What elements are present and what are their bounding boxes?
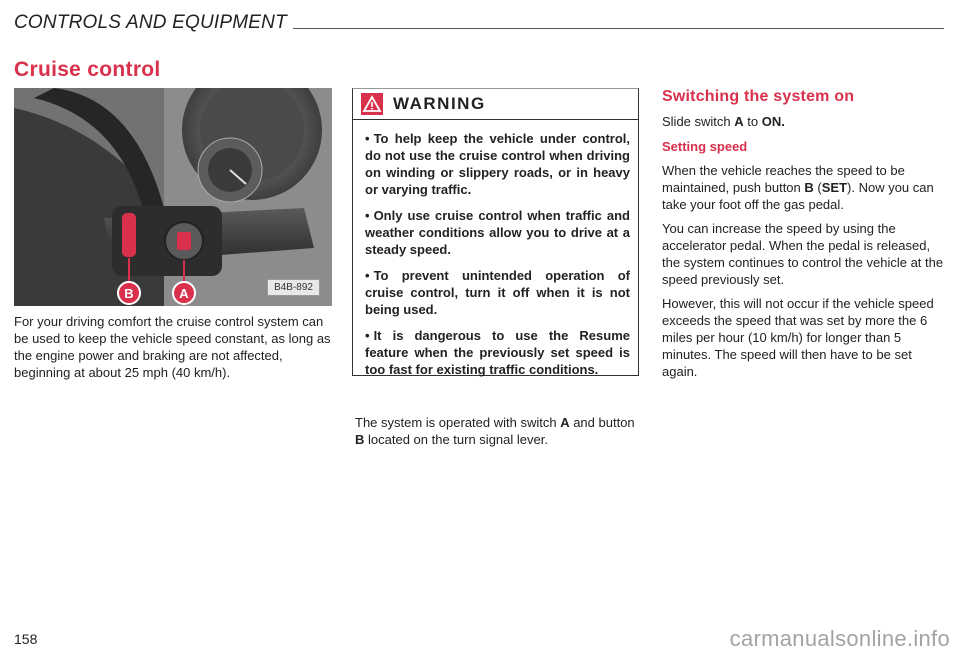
warning-item: • To prevent unintended operation of cruise control, turn it off when it is not being used. (365, 268, 630, 317)
accelerator-paragraph: You can increase the speed by using the accelerator pedal. When the pedal is released, the system continues to control the vehicle at the speed previously set. (662, 221, 944, 287)
steering-column-illustration (14, 88, 332, 306)
bullet-icon: • (365, 131, 370, 146)
warning-list (353, 120, 638, 378)
page-title: Cruise control (14, 58, 161, 81)
page-number: 158 (14, 631, 38, 647)
warning-item: • To help keep the vehicle under control, do not use the cruise control when driving on winding or slippery roads, or in heavy or varying traffic. (365, 131, 630, 197)
subheading-setting-speed: Setting speed (662, 139, 748, 154)
bullet-icon: • (365, 268, 370, 283)
warning-header (353, 89, 638, 120)
warning-item: • It is dangerous to use the Resume feature when the previously set speed is too fast for existing traffic conditions. (365, 328, 630, 377)
header-rule (293, 28, 944, 29)
setting-speed-paragraph: When the vehicle reaches the speed to be maintained, push button B (SET). Now you can take your foot off the gas pedal. (662, 163, 934, 212)
warning-title: WARNING (393, 94, 486, 113)
svg-text:B: B (124, 286, 134, 301)
intro-paragraph: For your driving comfort the cruise control system can be used to keep the vehicle speed constant, as long as the engine power and braking are not affected, beginning at about 25 mph (40 km/h). (14, 314, 331, 380)
section-title: CONTROLS AND EQUIPMENT (14, 12, 287, 33)
warning-box (352, 88, 639, 376)
bullet-icon: • (365, 208, 370, 223)
warning-triangle-icon (361, 93, 383, 115)
operation-paragraph: The system is operated with switch A and button B located on the turn signal lever. (355, 415, 635, 447)
cruise-control-figure (14, 88, 332, 306)
bullet-icon: • (365, 328, 370, 343)
watermark: carmanualsonline.info (729, 626, 950, 651)
speed-exceeded-paragraph: However, this will not occur if the vehicle speed exceeds the speed that was set by more the 6 miles per hour (10 km/h) for longer than 5 minutes. The speed will then have to be set again. (662, 296, 934, 379)
warning-item: • Only use cruise control when traffic and weather conditions allow you to drive at a steady speed. (365, 208, 630, 257)
svg-text:A: A (179, 286, 189, 301)
figure-code: B4B-892 (267, 279, 320, 296)
setting-speed-text (662, 162, 945, 387)
section-heading-switching-on: Switching the system on (662, 88, 855, 105)
running-header (14, 6, 944, 34)
switch-on-instruction: Slide switch A to ON. (662, 114, 785, 129)
